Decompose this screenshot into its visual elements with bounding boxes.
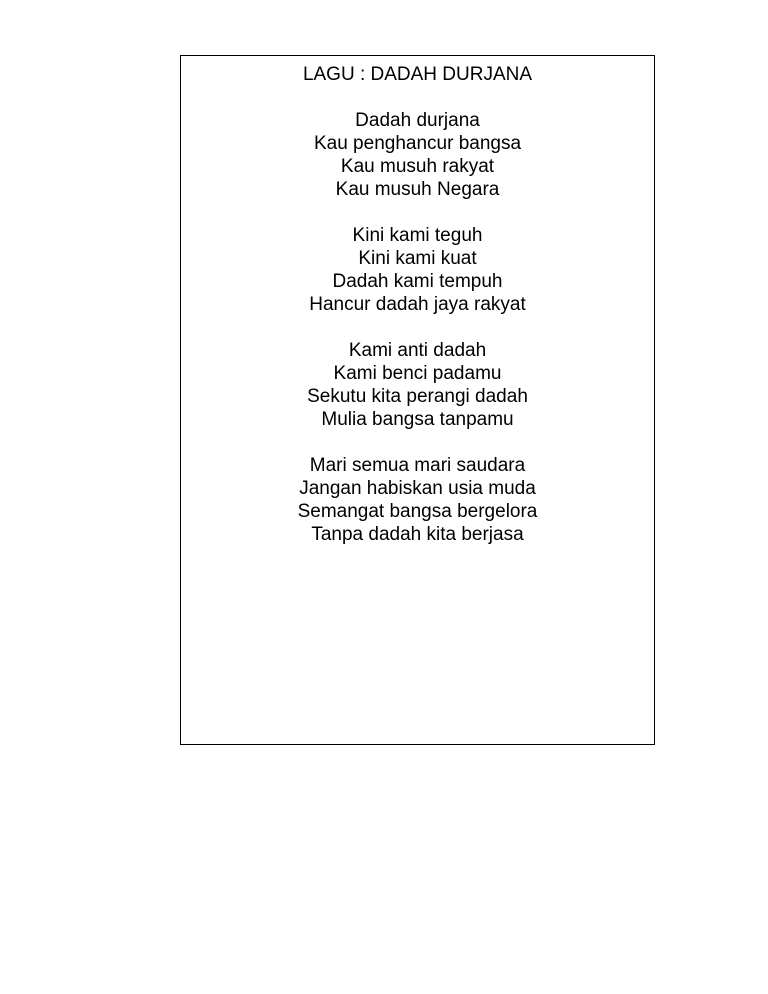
lyric-line: Kau penghancur bangsa xyxy=(313,133,522,154)
stanza-4 xyxy=(181,454,654,546)
lyric-line: Kini kami kuat xyxy=(358,248,477,269)
song-title: LAGU : DADAH DURJANA xyxy=(302,64,533,85)
lyric-line: Dadah kami tempuh xyxy=(332,271,503,292)
lyric-line: Kini kami teguh xyxy=(352,225,483,246)
lyric-line: Sekutu kita perangi dadah xyxy=(307,386,528,407)
lyric-line: Hancur dadah jaya rakyat xyxy=(309,294,526,315)
lyric-line: Jangan habiskan usia muda xyxy=(299,478,536,499)
stanza-3 xyxy=(181,339,654,431)
lyric-line: Mari semua mari saudara xyxy=(309,455,526,476)
lyric-line: Semangat bangsa bergelora xyxy=(297,501,538,522)
stanza-1 xyxy=(181,109,654,201)
lyric-line: Kami anti dadah xyxy=(348,340,487,361)
lyric-line: Mulia bangsa tanpamu xyxy=(321,409,514,430)
stanza-2 xyxy=(181,224,654,316)
lyric-line: Kau musuh rakyat xyxy=(340,156,495,177)
lyric-line: Kami benci padamu xyxy=(333,363,502,384)
lyric-line: Kau musuh Negara xyxy=(335,179,500,200)
lyrics-frame xyxy=(180,55,655,745)
lyric-line: Dadah durjana xyxy=(355,110,480,131)
lyric-line: Tanpa dadah kita berjasa xyxy=(311,524,524,545)
